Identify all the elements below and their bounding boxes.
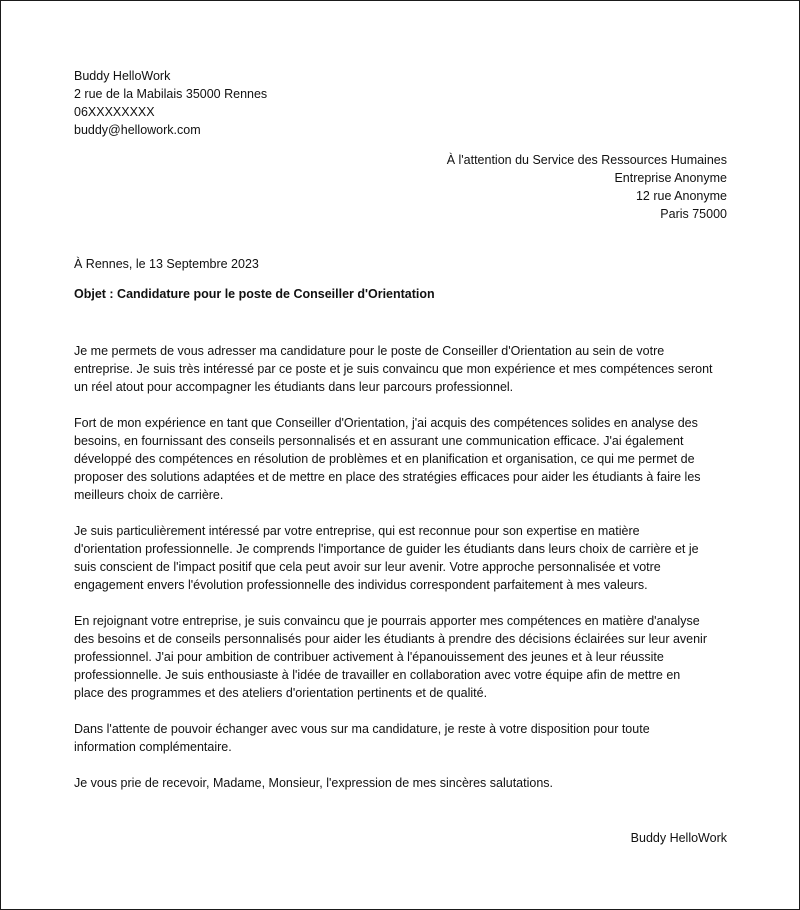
paragraph-line: En rejoignant votre entreprise, je suis convaincu que je pourrais apporter mes compétences en matière d'analyse <box>74 614 700 628</box>
recipient-street: 12 rue Anonyme <box>635 189 727 203</box>
sender-block <box>74 67 267 139</box>
date-line: À Rennes, le 13 Septembre 2023 <box>74 257 259 271</box>
paragraph-line: Je suis particulièrement intéressé par votre entreprise, qui est reconnue pour son expertise en matière <box>74 524 640 538</box>
letter-body <box>74 342 730 810</box>
paragraph-line: développé des compétences en résolution de problèmes et en planification et organisation, ce qui me permet de <box>74 452 695 466</box>
paragraph-line: information complémentaire. <box>74 740 232 754</box>
paragraph-line: Dans l'attente de pouvoir échanger avec vous sur ma candidature, je reste à votre disposition pour toute <box>74 722 650 736</box>
paragraph-line: Je me permets de vous adresser ma candidature pour le poste de Conseiller d'Orientation au sein de votre <box>74 344 665 358</box>
paragraph-line: un réel atout pour accompagner les étudiants dans leur parcours professionnel. <box>74 380 514 394</box>
body-paragraph <box>74 774 730 792</box>
paragraph-line: suis conscient de l'impact positif que cela peut avoir sur leur avenir. Votre approche personnalisée et votre <box>74 560 661 574</box>
paragraph-line: Je vous prie de recevoir, Madame, Monsieur, l'expression de mes sincères salutations. <box>74 776 554 790</box>
sender-email: buddy@hellowork.com <box>74 123 201 137</box>
body-paragraph <box>74 612 730 702</box>
paragraph-line: engagement envers l'évolution professionnelle des individus correspondent parfaitement à mes valeurs. <box>74 578 648 592</box>
paragraph-line: proposer des solutions adaptées et de mettre en place des stratégies efficaces pour aider les étudiants à faire les <box>74 470 701 484</box>
paragraph-line: Fort de mon expérience en tant que Conseiller d'Orientation, j'ai acquis des compétences solides en analyse des <box>74 416 698 430</box>
paragraph-line: d'orientation professionnelle. Je comprends l'importance de guider les étudiants dans leurs choix de carrière et je <box>74 542 699 556</box>
paragraph-line: meilleurs choix de carrière. <box>74 488 224 502</box>
sender-address: 2 rue de la Mabilais 35000 Rennes <box>74 87 268 101</box>
paragraph-line: besoins, en fournissant des conseils personnalisés et en assurant une communication efficace. J'ai également <box>74 434 684 448</box>
sender-phone: 06XXXXXXXX <box>74 105 155 119</box>
subject-line: Objet : Candidature pour le poste de Conseiller d'Orientation <box>74 287 435 301</box>
paragraph-line: professionnel. J'ai pour ambition de contribuer activement à l'épanouissement des jeunes et à leur réussite <box>74 650 664 664</box>
signature: Buddy HelloWork <box>630 831 727 845</box>
body-paragraph <box>74 414 730 504</box>
body-paragraph <box>74 522 730 594</box>
body-paragraph <box>74 720 730 756</box>
recipient-attention: À l'attention du Service des Ressources Humaines <box>446 153 727 167</box>
sender-name: Buddy HelloWork <box>74 69 171 83</box>
paragraph-line: entreprise. Je suis très intéressé par ce poste et je suis convaincu que mon expérience et mes compétences seront <box>74 362 713 376</box>
recipient-company: Entreprise Anonyme <box>614 171 727 185</box>
paragraph-line: place des programmes et des ateliers d'orientation pertinents et de qualité. <box>74 686 488 700</box>
recipient-block <box>447 151 727 223</box>
body-paragraph <box>74 342 730 396</box>
paragraph-line: professionnelle. Je suis enthousiaste à l'idée de travailler en collaboration avec votre équipe afin de mettre en <box>74 668 681 682</box>
recipient-city: Paris 75000 <box>660 207 727 221</box>
paragraph-line: des besoins et de conseils personnalisés pour aider les étudiants à prendre des décisions éclairées sur leur avenir <box>74 632 708 646</box>
